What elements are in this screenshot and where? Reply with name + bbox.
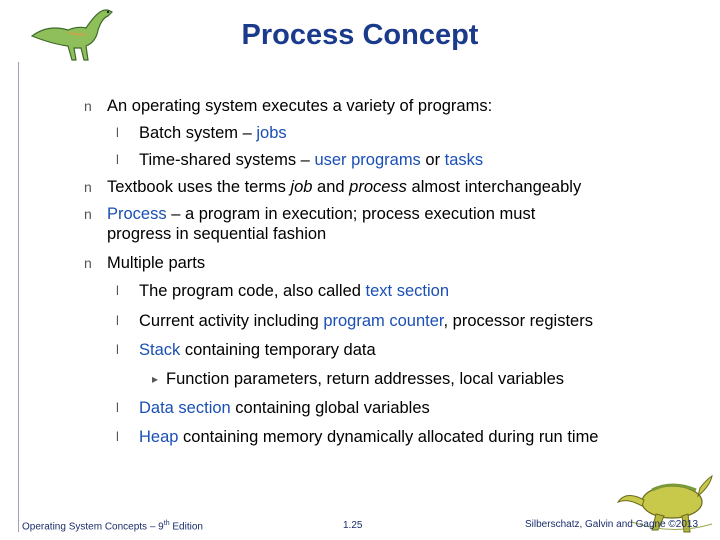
footer-authors: Silberschatz, Galvin and Gagne ©2013 xyxy=(525,519,699,530)
bullet-marker: l xyxy=(116,125,119,140)
triangle-bullet-icon: ▸ xyxy=(152,372,159,386)
bullet-marker: l xyxy=(116,152,119,167)
bullet-multiple-parts: n Multiple parts xyxy=(84,254,206,272)
sub-bullet-heap: l Heap containing memory dynamically allocated during run time xyxy=(116,428,599,446)
bullet-marker: n xyxy=(84,255,92,271)
slide-title: Process Concept xyxy=(241,19,479,51)
bullet-marker: l xyxy=(116,342,119,357)
bullet-marker: n xyxy=(84,179,92,195)
bullet-textbook: n Textbook uses the terms job and process almost interchangeably xyxy=(84,178,582,196)
bullet-marker: l xyxy=(116,283,119,298)
footer-page-number: 1.25 xyxy=(343,520,363,531)
sub-bullet-batch: l Batch system – jobs xyxy=(116,124,287,142)
footer-book-title: Operating System Concepts – 9th Edition xyxy=(22,520,203,533)
bullet-marker: n xyxy=(84,206,92,222)
bullet-marker: l xyxy=(116,429,119,444)
left-margin-rule xyxy=(18,62,19,532)
bullet-process-definition: n Process – a program in execution; process execution must xyxy=(84,205,536,223)
bullet-process-definition-cont: progress in sequential fashion xyxy=(107,225,327,243)
sub-bullet-time-shared: l Time-shared systems – user programs or tasks xyxy=(116,151,484,169)
bullet-marker: n xyxy=(84,98,92,114)
bullet-marker: l xyxy=(116,400,119,415)
sub-bullet-current-activity: l Current activity including program counter, processor registers xyxy=(116,312,593,330)
sub-bullet-program-code: l The program code, also called text section xyxy=(116,282,450,300)
bullet-programs: n An operating system executes a variety of programs: xyxy=(84,97,493,115)
sub-bullet-data-section: l Data section containing global variables xyxy=(116,399,430,417)
sub-sub-bullet-function-params: ▸ Function parameters, return addresses, local variables xyxy=(152,370,565,388)
bullet-marker: l xyxy=(116,313,119,328)
sub-bullet-stack: l Stack containing temporary data xyxy=(116,341,376,359)
